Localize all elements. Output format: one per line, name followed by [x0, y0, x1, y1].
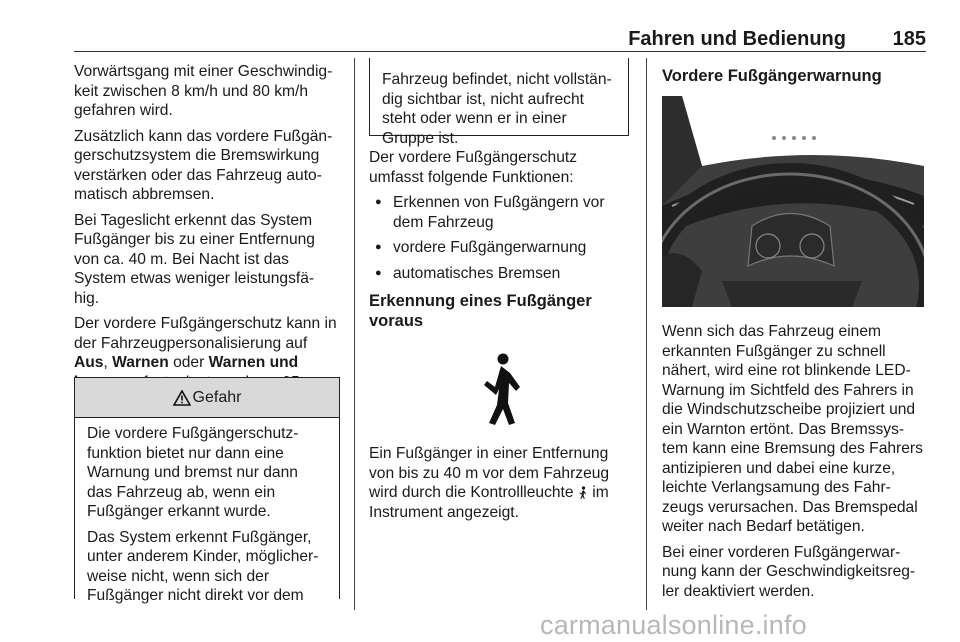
- column-divider-2: [646, 58, 647, 610]
- danger-paragraph: Das System erkennt Fußgänger, unter anderem Kinder, möglicher- weise nicht, wenn sich der Fußgänger nicht direkt vor dem: [87, 528, 319, 604]
- paragraph: Zusätzlich kann das vordere Fußgän- gerschutzsystem die Bremswirkung verstärken oder das Fahrzeug auto- matisch abbremsen.: [74, 127, 333, 203]
- pedestrian-icon: [453, 335, 549, 431]
- column-3-text: [662, 322, 928, 607]
- paragraph: Wenn sich das Fahrzeug einem erkannten Fußgänger zu schnell nähert, wird eine rot blinkende LED- Warnung im Sichtfeld des Fahrers in die Windschutzscheibe projiziert und ein Warnton ertönt. Das Bremssys- tem kann eine Bremsung des Fahrers antizipieren und dabei eine kurze, leichte Verlangsamung des Fahr- zeugs verursachen. Das Bremspedal weiter nach Bedarf betätigen.: [662, 323, 923, 535]
- section-title: Fahren und Bedienung: [628, 28, 846, 50]
- paragraph: Vorwärtsgang mit einer Geschwindig- keit zwischen 8 km/h und 80 km/h gefahren wird.: [74, 63, 333, 119]
- paragraph: Der vordere Fußgängerschutz umfasst folgende Funktionen:: [369, 149, 578, 186]
- danger-box-body: [370, 58, 628, 148]
- danger-paragraph: Fahrzeug befindet, nicht vollstän- dig sichtbar ist, nicht aufrecht steht oder wenn er in einer Gruppe ist.: [382, 71, 612, 147]
- danger-title: Gefahr: [192, 388, 242, 406]
- column-2: [369, 148, 629, 331]
- danger-box: [74, 377, 340, 604]
- page-header: [74, 28, 926, 52]
- dashboard-photo: [662, 96, 924, 307]
- list-item: ● automatisches Bremsen: [369, 264, 629, 284]
- column-divider-1: [354, 58, 355, 610]
- danger-box-continued: [369, 58, 629, 147]
- page-number: 185: [892, 28, 926, 50]
- warning-triangle-icon: [173, 390, 191, 406]
- column-1: [74, 62, 340, 398]
- option-aus: Aus: [74, 354, 104, 371]
- pedestrian-indicator-icon: [578, 486, 588, 499]
- paragraph: Bei einer vorderen Fußgängerwar- nung kann der Geschwindigkeitsreg- ler deaktiviert werden.: [662, 543, 916, 600]
- section-heading: Erkennung eines Fußgänger voraus: [369, 292, 592, 330]
- danger-box-header: [75, 378, 339, 418]
- header-divider: [74, 51, 926, 52]
- function-list: [369, 193, 629, 283]
- option-warnen: Warnen: [112, 354, 169, 371]
- paragraph: Bei Tageslicht erkennt das System Fußgänger bis zu einer Entfernung von ca. 40 m. Bei Nacht ist das System etwas weniger leistungsfä- hig.: [74, 211, 315, 307]
- section-heading: Vordere Fußgängerwarnung: [662, 67, 882, 85]
- danger-box-body: [75, 418, 339, 606]
- option-warnen-bremsen: Warnen und: [208, 354, 299, 371]
- danger-paragraph: Die vordere Fußgängerschutz- funktion bietet nur dann eine Warnung und bremst nur dann das Fahrzeug ab, wenn ein Fußgänger erkannt wurde.: [87, 425, 299, 520]
- paragraph-indicator: Ein Fußgänger in einer Entfernung von bis zu 40 m vor dem Fahrzeug wird durch die Kontrollleuchte im Instrument angezeigt.: [369, 445, 610, 521]
- paragraph-settings: Der vordere Fußgängerschutz kann in der Fahrzeugpersonalisierung auf Aus, Warnen oder Warnen und: [74, 314, 340, 392]
- watermark: carmanualsonline.info: [540, 610, 807, 640]
- column-2-lower: [369, 444, 629, 528]
- list-item: ● Erkennen von Fußgängern vor dem Fahrzeug: [369, 193, 629, 232]
- column-3: [662, 62, 928, 86]
- list-item: ● vordere Fußgängerwarnung: [369, 238, 629, 258]
